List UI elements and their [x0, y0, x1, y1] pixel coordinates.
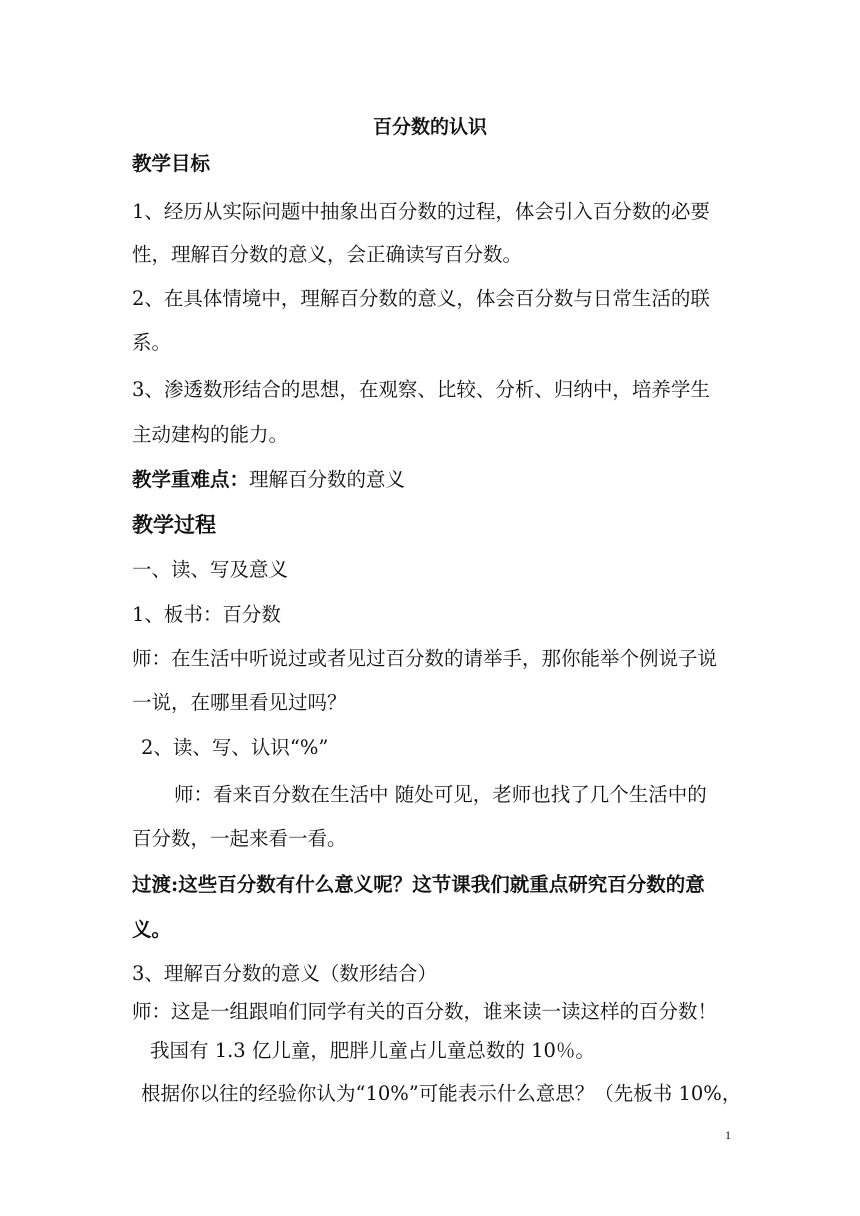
teacher-2-line-1: 师：看来百分数在生活中 随处可见，老师也找了几个生活中的: [174, 783, 707, 806]
goal-2-line-2: 系。: [132, 331, 172, 354]
key-points-label: 教学重难点：: [132, 468, 250, 491]
teacher-1-line-1: 师：在生活中听说过或者见过百分数的请举手，那你能举个例说子说: [132, 647, 718, 670]
goal-2-line-1: 2、在具体情境中，理解百分数的意义，体会百分数与日常生活的联: [132, 287, 710, 310]
key-points-text: 理解百分数的意义: [249, 468, 406, 491]
goal-1-line-1: 1、经历从实际问题中抽象出百分数的过程，体会引入百分数的必要: [132, 200, 710, 223]
transition-line-2: 义。: [132, 918, 172, 941]
step-1: 1、板书：百分数: [132, 603, 281, 626]
teacher-1-line-2: 一说，在哪里看见过吗？: [132, 691, 347, 714]
goal-3-line-1: 3、渗透数形结合的思想，在观察、比较、分析、归纳中，培养学生: [132, 378, 710, 401]
page-number: 1: [725, 1128, 731, 1142]
heading-teaching-goals: 教学目标: [132, 152, 211, 175]
goal-3-line-2: 主动建构的能力。: [132, 423, 289, 446]
key-points: [132, 465, 405, 495]
transition-line-1: 过渡:这些百分数有什么意义呢？这节课我们就重点研究百分数的意: [132, 873, 705, 896]
teacher-2-line-2: 百分数，一起来看一看。: [132, 827, 347, 850]
document-title: 百分数的认识: [372, 116, 487, 138]
question-line: 根据你以往的经验你认为“10%”可能表示什么意思？（先板书 10%，: [141, 1082, 742, 1105]
example-statement: 我国有 1.3 亿儿童，肥胖儿童占儿童总数的 10％。: [150, 1039, 595, 1062]
step-2: 2、读、写、认识“%”: [141, 736, 329, 759]
step-3: 3、理解百分数的意义（数形结合）: [132, 962, 437, 985]
section-one-title: 一、读、写及意义: [132, 558, 289, 581]
goal-1-line-2: 性，理解百分数的意义，会正确读写百分数。: [132, 243, 523, 266]
teacher-3: 师：这是一组跟咱们同学有关的百分数，谁来读一读这样的百分数！: [132, 1000, 718, 1023]
heading-teaching-process: 教学过程: [132, 512, 216, 537]
